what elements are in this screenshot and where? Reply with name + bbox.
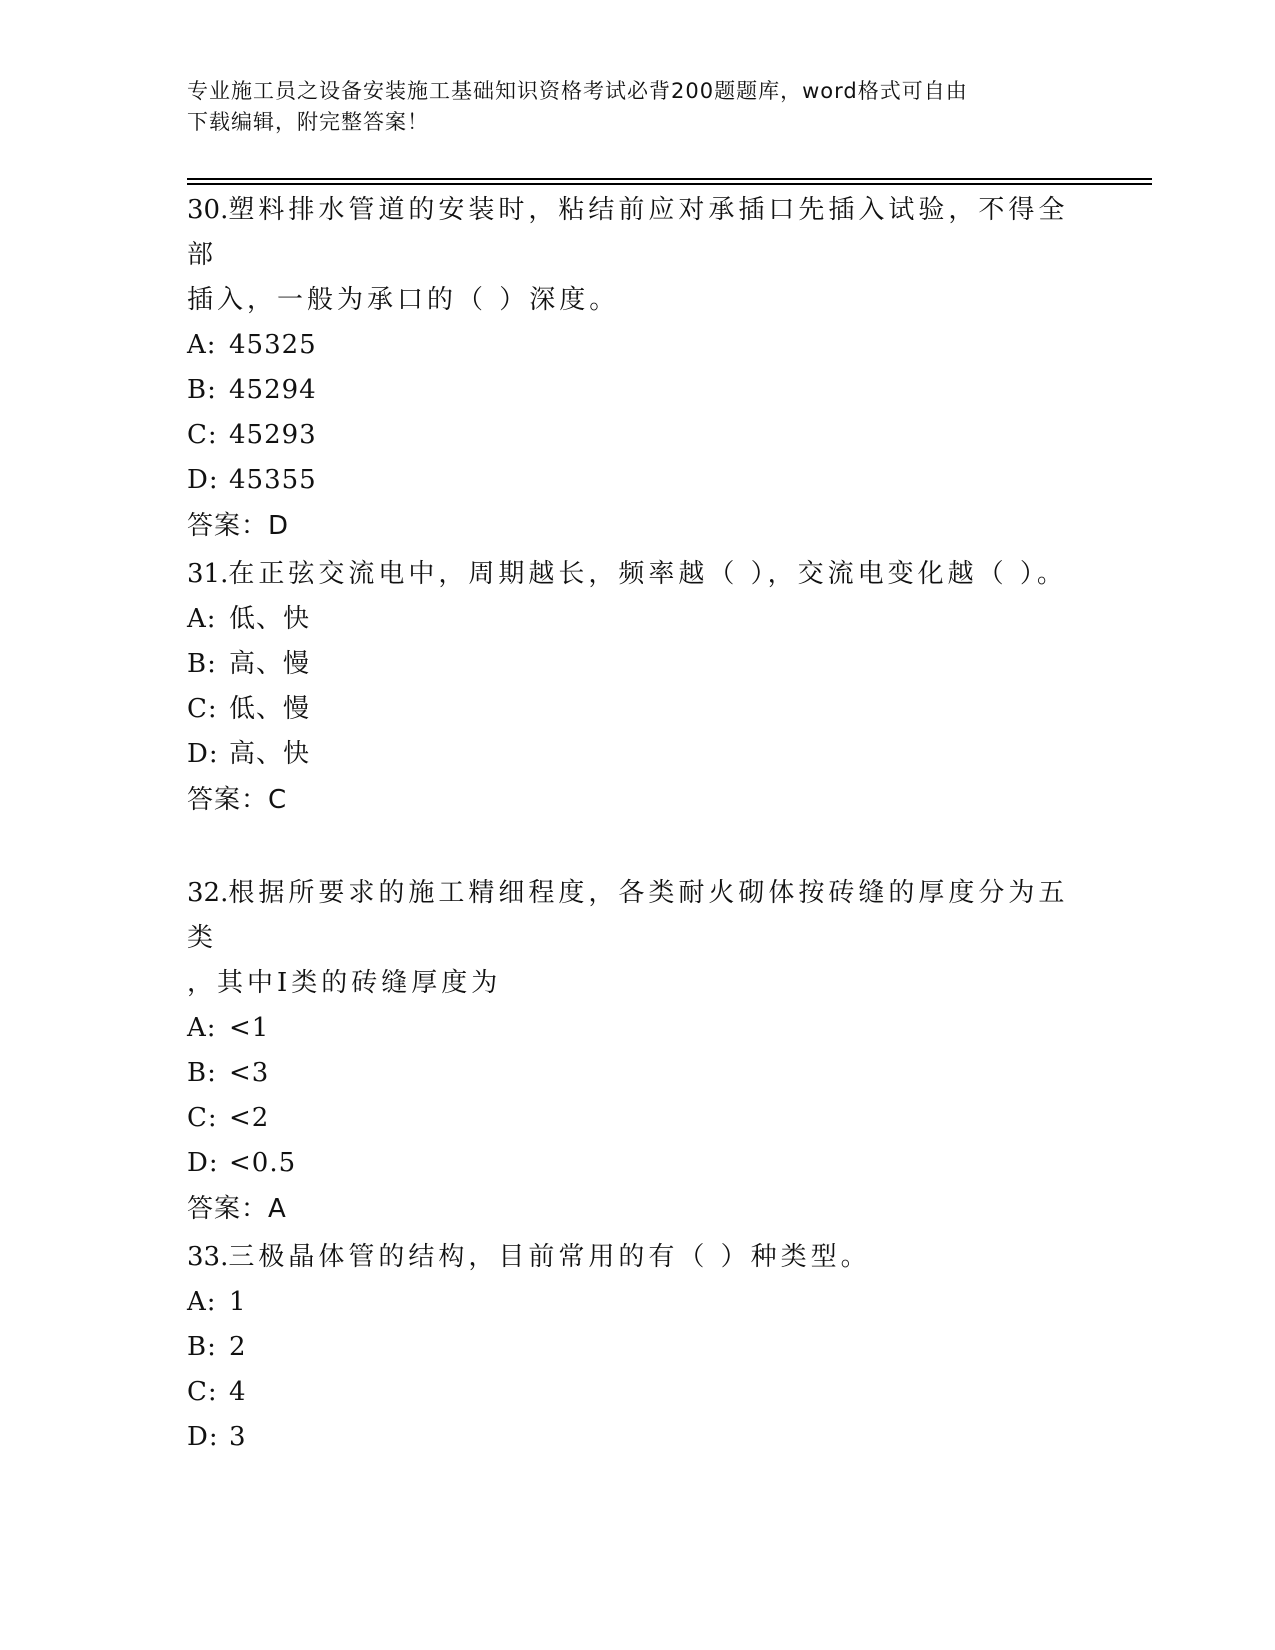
option-text: 45294	[229, 375, 317, 405]
option-text: 4	[229, 1377, 247, 1407]
question-number: 30.	[187, 195, 229, 225]
option-label: D:	[187, 465, 219, 495]
option-d	[187, 1141, 1087, 1186]
option-b	[187, 642, 1087, 687]
option-text: <2	[229, 1103, 270, 1133]
option-text: <3	[229, 1058, 270, 1088]
option-text: 45293	[229, 420, 317, 450]
question-32	[187, 871, 1087, 1232]
option-label: B:	[187, 375, 217, 405]
question-stem	[187, 871, 1087, 961]
option-c	[187, 1370, 1087, 1415]
answer-value: D	[268, 511, 290, 541]
answer-line	[187, 777, 1087, 823]
question-stem	[187, 1235, 1087, 1280]
question-stem	[187, 552, 1087, 597]
option-label: C:	[187, 694, 218, 724]
option-d	[187, 1415, 1087, 1460]
question-33	[187, 1235, 1087, 1460]
option-label: A:	[187, 330, 217, 360]
option-text: 低、慢	[229, 694, 311, 724]
answer-label: 答案：	[187, 1194, 269, 1224]
option-c	[187, 687, 1087, 732]
option-label: A:	[187, 604, 217, 634]
option-text: 45355	[229, 465, 317, 495]
question-stem-line-1: 塑料排水管道的安装时，粘结前应对承插口先插入试验，不得全部	[187, 195, 1069, 270]
option-text: 高、快	[229, 739, 311, 769]
option-b	[187, 1051, 1087, 1096]
option-text: 1	[229, 1287, 247, 1317]
option-label: B:	[187, 649, 217, 679]
header-divider-bottom	[187, 183, 1152, 185]
option-text: 低、快	[229, 604, 311, 634]
option-a	[187, 1280, 1087, 1325]
option-a	[187, 323, 1087, 368]
question-30	[187, 188, 1087, 549]
option-text: <1	[229, 1013, 270, 1043]
question-stem-line-1: 三极晶体管的结构，目前常用的有（ ）种类型。	[228, 1242, 871, 1272]
option-label: D:	[187, 1422, 219, 1452]
answer-line	[187, 503, 1087, 549]
option-label: D:	[187, 1148, 219, 1178]
header-line-2: 下载编辑，附完整答案！	[187, 110, 429, 134]
question-number: 32.	[187, 878, 229, 908]
option-b	[187, 368, 1087, 413]
option-c	[187, 413, 1087, 458]
option-text: 45325	[229, 330, 317, 360]
option-a	[187, 597, 1087, 642]
question-number: 31.	[187, 559, 229, 589]
answer-value: C	[268, 785, 288, 815]
option-d	[187, 732, 1087, 777]
option-label: C:	[187, 1377, 218, 1407]
option-label: A:	[187, 1287, 217, 1317]
answer-label: 答案：	[187, 785, 269, 815]
option-label: C:	[187, 420, 218, 450]
option-text: 3	[229, 1422, 247, 1452]
question-stem	[187, 188, 1087, 278]
option-text: <0.5	[229, 1148, 297, 1178]
option-c	[187, 1096, 1087, 1141]
option-label: B:	[187, 1332, 217, 1362]
option-label: B:	[187, 1058, 217, 1088]
question-number: 33.	[187, 1242, 229, 1272]
document-header	[187, 76, 1067, 138]
option-label: C:	[187, 1103, 218, 1133]
question-stem-line-2: 插入，一般为承口的（ ）深度。	[187, 285, 620, 315]
question-31	[187, 552, 1087, 823]
option-text: 2	[229, 1332, 247, 1362]
option-d	[187, 458, 1087, 503]
header-divider-top	[187, 178, 1152, 180]
answer-value: A	[268, 1194, 287, 1224]
option-text: 高、慢	[229, 649, 311, 679]
option-b	[187, 1325, 1087, 1370]
question-stem-line-2: ，其中Ⅰ类的砖缝厚度为	[187, 968, 502, 998]
question-stem-line-1: 在正弦交流电中，周期越长，频率越（ ），交流电变化越（ ）。	[228, 559, 1067, 589]
header-line-1: 专业施工员之设备安装施工基础知识资格考试必背200题题库，word格式可自由	[187, 79, 968, 103]
question-stem-line-1: 根据所要求的施工精细程度，各类耐火砌体按砖缝的厚度分为五类	[187, 878, 1069, 953]
answer-label: 答案：	[187, 511, 269, 541]
answer-line	[187, 1186, 1087, 1232]
option-label: A:	[187, 1013, 217, 1043]
option-label: D:	[187, 739, 219, 769]
option-a	[187, 1006, 1087, 1051]
